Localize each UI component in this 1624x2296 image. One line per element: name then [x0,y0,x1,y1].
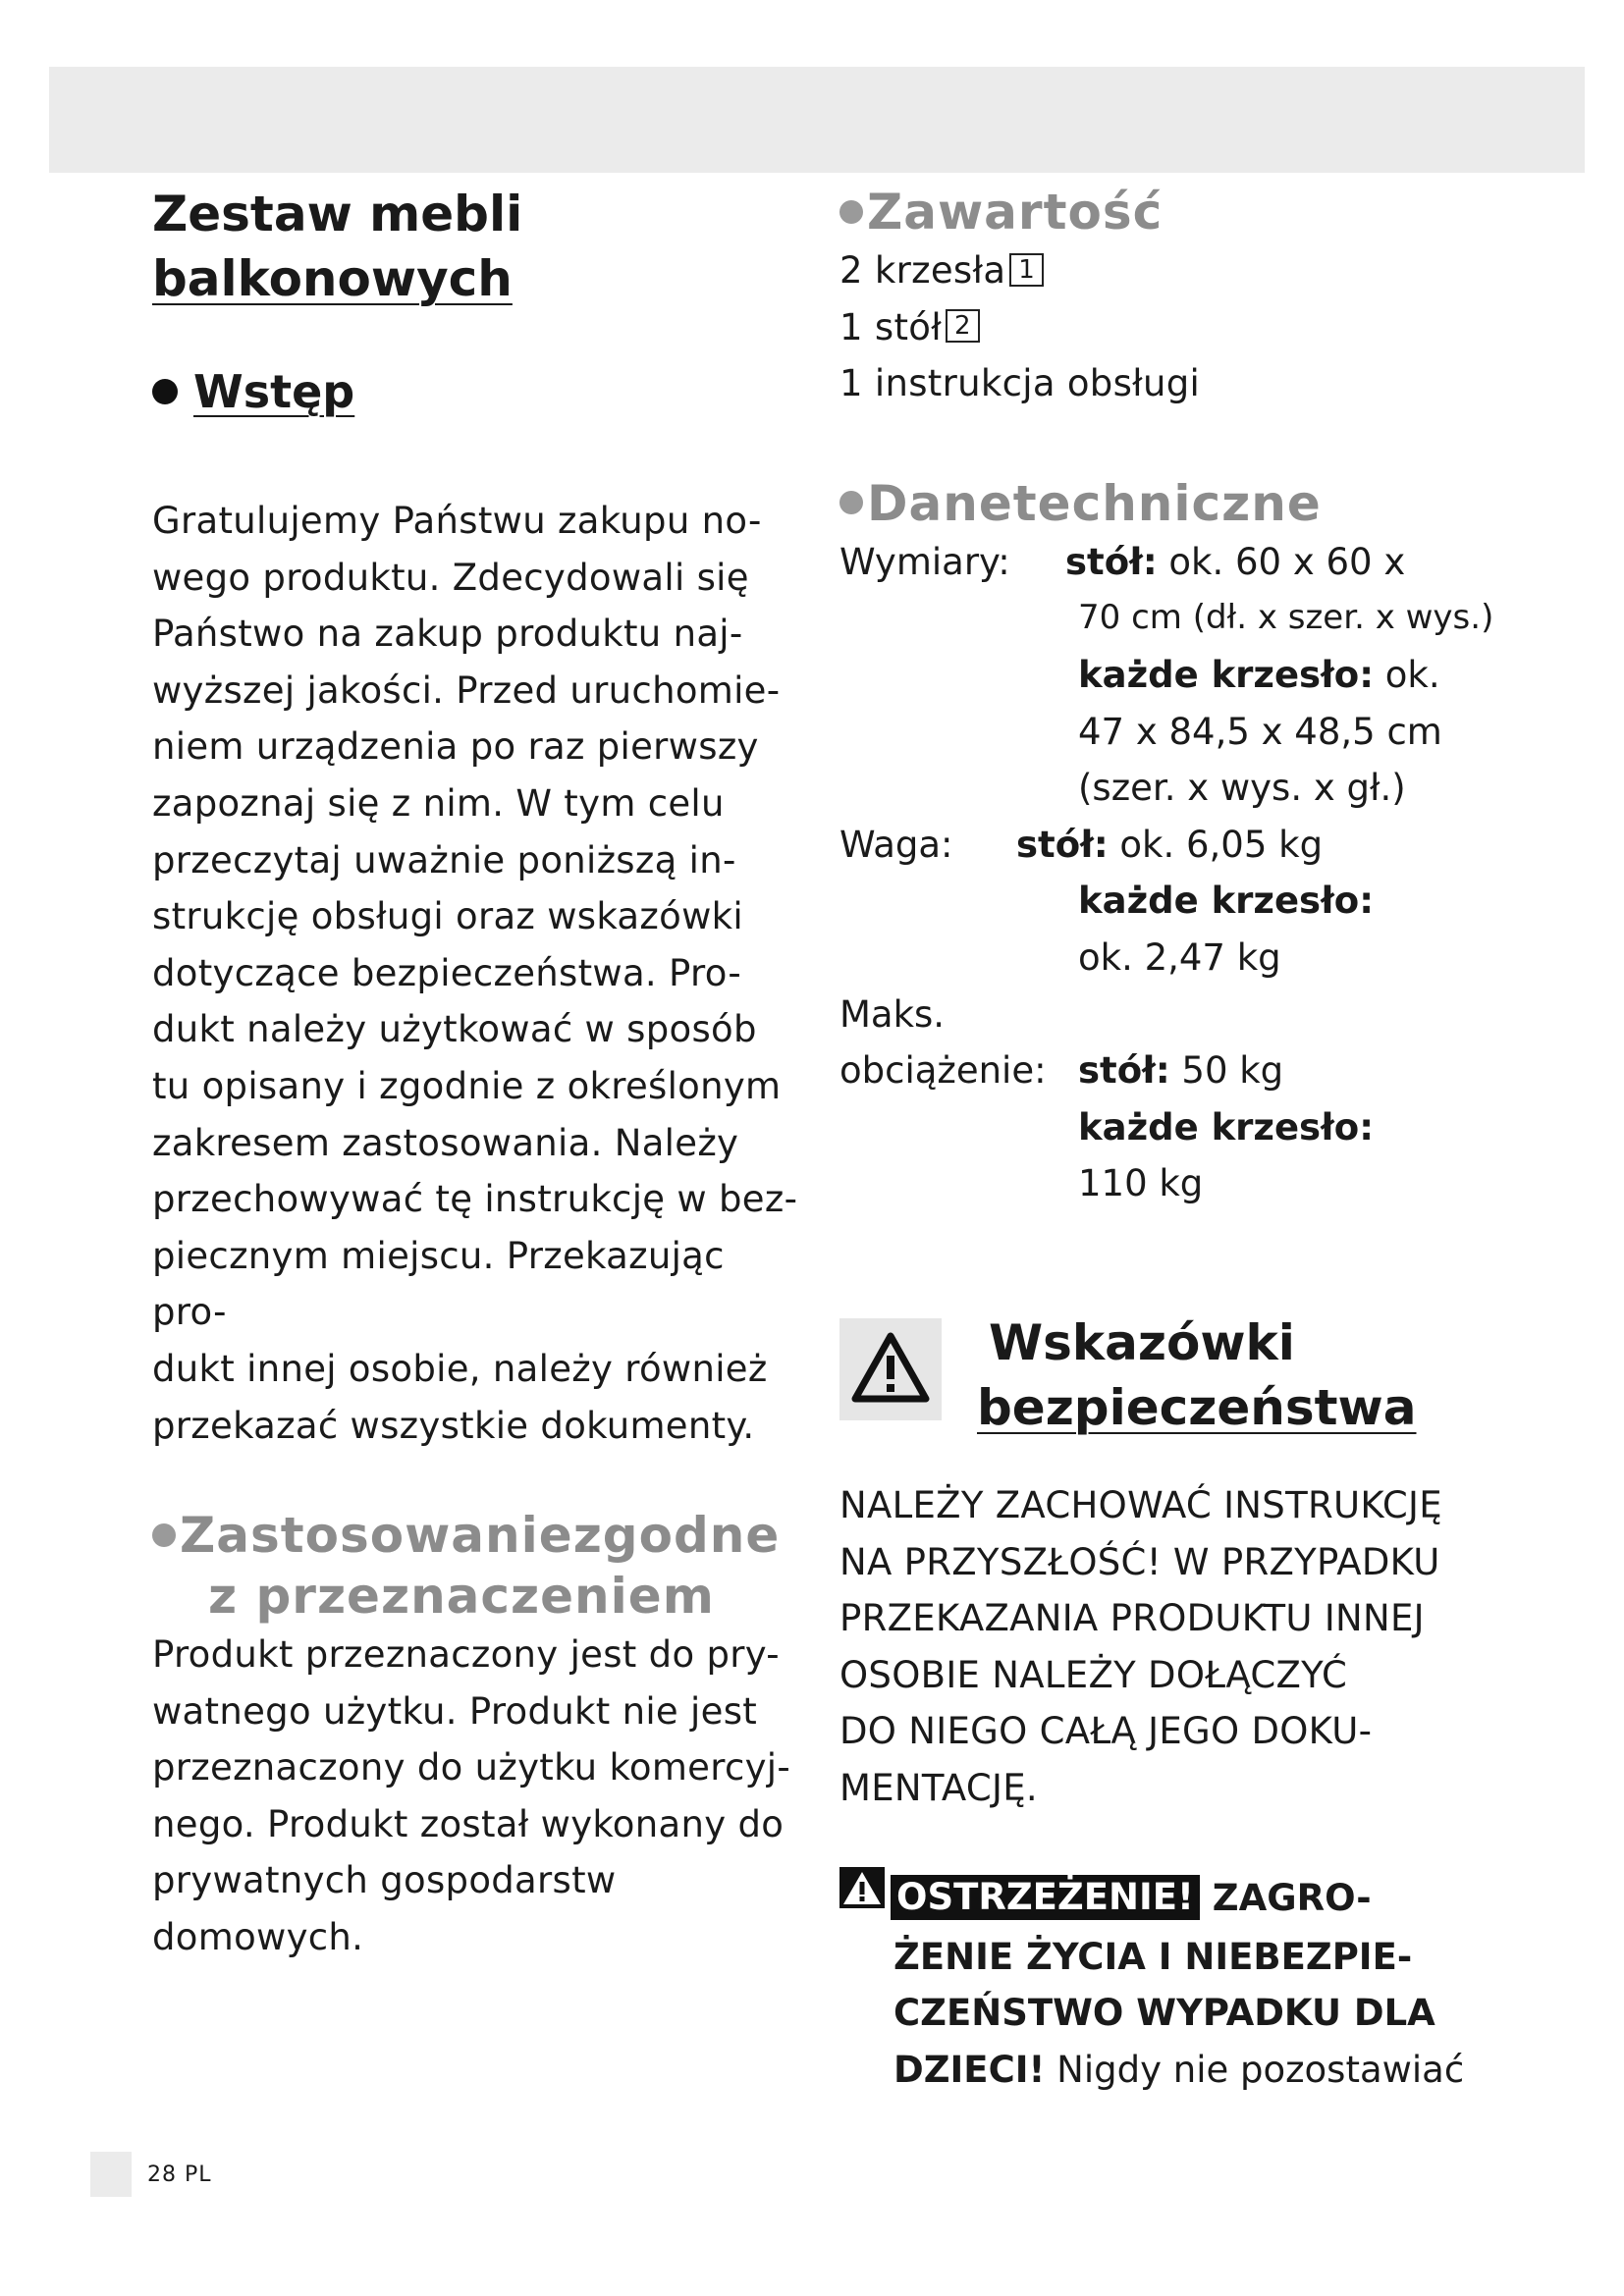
intro-line: strukcję obsługi oraz wskazówki [152,895,743,938]
tech-specs: Wymiary: stół: ok. 60 x 60 x 70 cm (dł. x szer. x wys.) każde krzesło: ok. 47 x 84,5 x 48,5 cm (szer. x wys. x gł.) Waga: stół: ok. 6,05 kg każde krzesło: ok. 2,47 kg Maks. obciążenie: stół: 50 kg każde krzesło: 110 kg [839,534,1507,1212]
list-item: 1 stół 2 [839,299,1507,356]
dimensions-label: Wymiary: [839,540,1010,583]
safety-heading-line-2: bezpieczeństwa [977,1379,1417,1436]
safety-heading-line-1: Wskazówki [989,1314,1295,1371]
intro-line: dukt należy użytkować w sposób [152,1008,757,1051]
intro-line: niem urządzenia po raz pierwszy [152,725,759,769]
bullet-dot-icon [839,200,863,224]
intro-line: przekazać wszystkie dokumenty. [152,1404,755,1447]
intro-line: przechowywać tę instrukcję w bez- [152,1178,798,1221]
right-column [839,182,1507,1212]
intro-line: wego produktu. Zdecydowali się [152,556,749,599]
warning-badge: OSTRZEŻENIE! [891,1875,1200,1920]
usage-heading [152,1505,800,1627]
language-code: PL [185,2163,212,2187]
document-title [152,182,800,311]
intro-line: piecznym miejscu. Przekazując pro- [152,1234,725,1334]
intro-line: wyższej jakości. Przed uruchomie- [152,668,781,712]
usage-line: watnego użytku. Produkt nie jest [152,1689,758,1733]
warning-triangle-icon [839,1318,942,1420]
contents-list [839,242,1507,412]
safety-heading [839,1310,1507,1438]
safety-keep-instructions: NALEŻY ZACHOWAĆ INSTRUKCJĘ NA PRZYSZŁOŚĆ! W PRZYPADKU PRZEKAZANIA PRODUKTU INNEJ OSOBIE NALEŻY DOŁĄCZYĆ DO NIEGO CAŁĄ JEGO DOKU- MENTACJĘ. [839,1484,1442,1809]
usage-line: przeznaczony do użytku komercyj- [152,1746,791,1789]
page-number: 28 PL [147,2163,212,2187]
figure-ref-box: 1 [1009,253,1044,287]
tech-heading-text: Danetechniczne [867,474,1322,532]
list-item: 1 instrukcja obsługi [839,362,1201,405]
title-line-1: Zestaw mebli [152,186,523,242]
bullet-dot-icon [152,1523,176,1547]
weight-label: Waga: [839,823,953,866]
intro-line: dotyczące bezpieczeństwa. Pro- [152,951,741,994]
intro-heading-text: Wstęp [193,365,355,418]
usage-paragraph [152,1627,800,1966]
usage-heading-line-1: Zastosowaniezgodne [180,1507,781,1565]
usage-line: Produkt przeznaczony jest do pry- [152,1633,780,1677]
intro-line: przeczytaj uważnie poniższą in- [152,838,736,881]
figure-ref-box: 2 [946,309,980,343]
contents-heading [839,182,1507,242]
max-load-label: Maks. [839,992,946,1036]
warning-triangle-icon [839,1867,885,1925]
child-danger-warning: OSTRZEŻENIE! ZAGRO- ŻENIE ŻYCIA I NIEBEZPIE- CZEŃSTWO WYPADKU DLA DZIECI! Nigdy nie pozostawiać [839,1870,1507,2099]
bullet-dot-icon [839,491,863,514]
intro-line: zakresem zastosowania. Należy [152,1121,739,1164]
intro-line: dukt innej osobie, należy również [152,1347,768,1390]
intro-heading [152,362,800,421]
bullet-dot-icon [152,379,178,404]
contents-heading-text: Zawartość [867,184,1164,240]
intro-paragraph [152,493,800,1454]
intro-line: zapoznaj się z nim. W tym celu [152,781,725,825]
intro-line: Państwo na zakup produktu naj- [152,613,743,656]
header-bar [49,67,1585,173]
list-item: 2 krzesła 1 [839,242,1507,299]
usage-heading-line-2: z przeznaczeniem [208,1568,715,1626]
intro-line: tu opisany i zgodnie z określonym [152,1064,782,1107]
intro-line: Gratulujemy Państwu zakupu no- [152,500,762,542]
left-column [152,182,800,1966]
usage-line: nego. Produkt został wykonany do [152,1802,785,1845]
tech-heading [839,473,1507,534]
title-line-2: balkonowych [152,250,513,307]
usage-line: prywatnych gospodarstw domowych. [152,1859,617,1959]
footer-tab [90,2152,132,2197]
